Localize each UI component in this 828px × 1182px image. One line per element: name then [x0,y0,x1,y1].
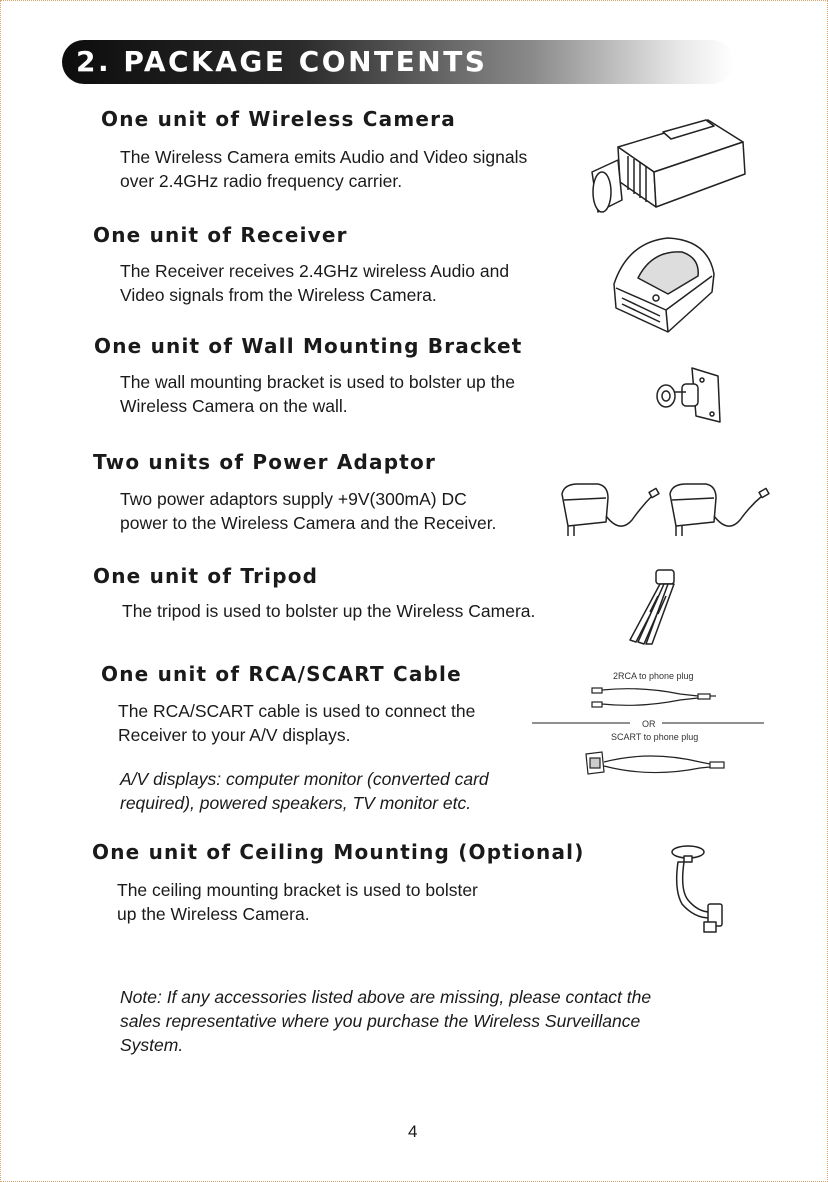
power-adaptor-icon [556,480,776,552]
item-text-wall-bracket-line2: Wireless Camera on the wall. [120,396,348,416]
item-text-ceiling-mount-line1: The ceiling mounting bracket is used to bolster [117,880,478,900]
item-text-power-adaptor-line1: Two power adaptors supply +9V(300mA) DC [120,489,467,509]
item-heading-wall-bracket: One unit of Wall Mounting Bracket [94,334,523,358]
item-text-wall-bracket-line1: The wall mounting bracket is used to bolster up the [120,372,515,392]
item-text-receiver-line2: Video signals from the Wireless Camera. [120,285,437,305]
tripod-icon [620,566,692,646]
item-heading-camera: One unit of Wireless Camera [101,107,456,131]
receiver-icon [608,232,720,340]
wall-bracket-icon [652,362,728,432]
section-title: 2. PACKAGE CONTENTS [76,45,488,78]
item-text-camera-line2: over 2.4GHz radio frequency carrier. [120,171,403,191]
item-text-cable-italic-line1: A/V displays: computer monitor (converted card [120,769,489,789]
note-line2: sales representative where you purchase the Wireless Surveillance [120,1011,641,1031]
or-label: OR [642,719,656,729]
item-heading-ceiling-mount: One unit of Ceiling Mounting (Optional) [92,840,585,864]
item-heading-tripod: One unit of Tripod [93,564,319,588]
item-heading-cable: One unit of RCA/SCART Cable [101,662,462,686]
cable-icon [530,682,770,782]
camera-icon [588,112,748,222]
item-text-receiver-line1: The Receiver receives 2.4GHz wireless Audio and [120,261,510,281]
ceiling-mount-icon [664,842,734,938]
section-banner [62,40,734,84]
item-text-camera-line1: The Wireless Camera emits Audio and Video signals [120,147,528,167]
scart-label: SCART to phone plug [611,732,699,742]
note-line3: System. [120,1035,184,1055]
item-text-tripod-line1: The tripod is used to bolster up the Wireless Camera. [122,601,536,621]
item-text-cable-line1: The RCA/SCART cable is used to connect the [118,701,476,721]
rca-label: 2RCA to phone plug [613,671,694,681]
item-heading-receiver: One unit of Receiver [93,223,348,247]
item-text-power-adaptor-line2: power to the Wireless Camera and the Receiver. [120,513,497,533]
item-text-cable-italic-line2: required), powered speakers, TV monitor etc. [120,793,472,813]
page-number: 4 [408,1122,418,1141]
note-line1: Note: If any accessories listed above are missing, please contact the [120,987,652,1007]
item-text-cable-line2: Receiver to your A/V displays. [118,725,351,745]
item-heading-power-adaptor: Two units of Power Adaptor [93,450,437,474]
item-text-ceiling-mount-line2: up the Wireless Camera. [117,904,310,924]
